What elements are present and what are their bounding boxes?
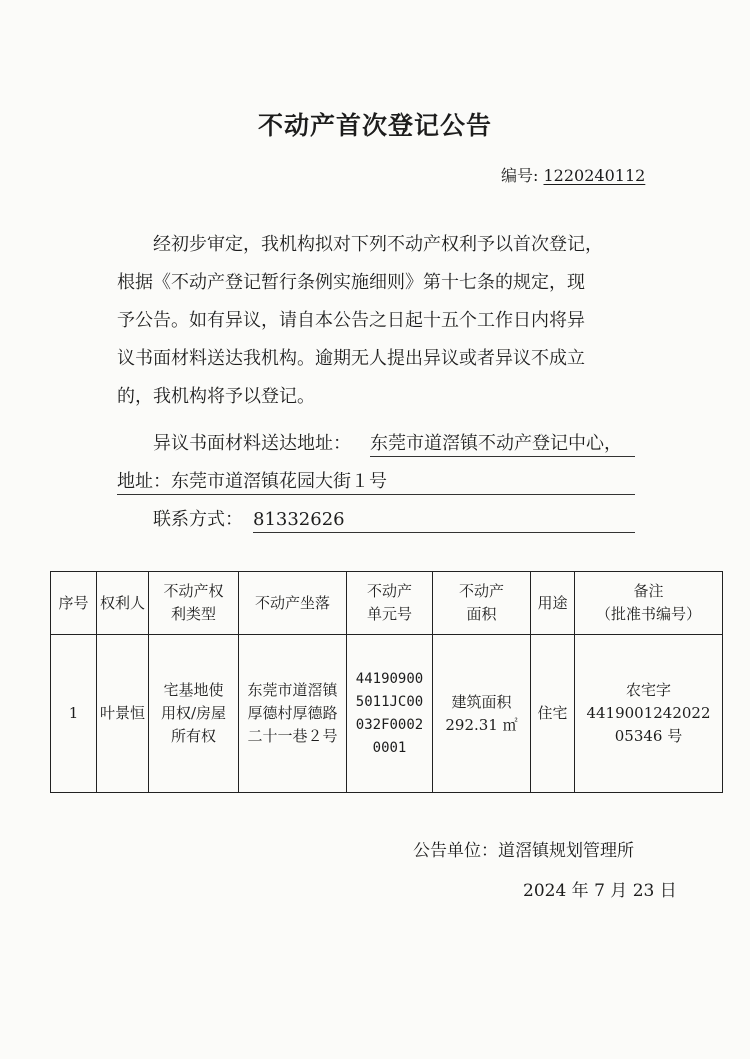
header-remark: 备注 （批准书编号）	[575, 572, 723, 635]
header-usage: 用途	[531, 572, 575, 635]
table-header-row	[51, 572, 723, 635]
issuing-unit: 公告单位：道滘镇规划管理所	[413, 841, 634, 861]
objection-address-label: 异议书面材料送达地址：	[153, 433, 351, 454]
document-number-label: 编号:	[501, 166, 539, 185]
cell-right-type: 宅基地使 用权/房屋 所有权	[149, 635, 239, 793]
header-area: 不动产 面积	[433, 572, 531, 635]
body-line: 经初步审定，我机构拟对下列不动产权利予以首次登记，	[153, 234, 603, 255]
objection-street-address: 地址：东莞市道滘镇花园大街１号	[117, 471, 387, 492]
issue-date: 2024 年 7 月 23 日	[523, 881, 677, 901]
contact-phone: 81332626	[253, 509, 345, 530]
header-unit-no: 不动产 单元号	[347, 572, 433, 635]
cell-owner: 叶景恒	[97, 635, 149, 793]
header-owner: 权利人	[97, 572, 149, 635]
underline	[253, 532, 635, 533]
cell-usage: 住宅	[531, 635, 575, 793]
notice-title: 不动产首次登记公告	[257, 111, 492, 140]
cell-unit-no: 44190900 5011JC00 032F0002 0001	[347, 635, 433, 793]
document-number	[501, 163, 645, 186]
header-right-type: 不动产权 利类型	[149, 572, 239, 635]
header-location: 不动产坐落	[239, 572, 347, 635]
registration-table	[50, 571, 723, 793]
body-line: 的，我机构将予以登记。	[117, 386, 315, 407]
document-number-value: 1220240112	[543, 166, 646, 185]
body-line: 予公告。如有异议，请自本公告之日起十五个工作日内将异	[117, 310, 585, 331]
underline	[117, 494, 635, 495]
underline	[370, 456, 635, 457]
body-line: 根据《不动产登记暂行条例实施细则》第十七条的规定，现	[117, 272, 585, 293]
header-seq: 序号	[51, 572, 97, 635]
body-line: 议书面材料送达我机构。逾期无人提出异议或者异议不成立	[117, 348, 585, 369]
cell-remark: 农宅字 4419001242022 05346 号	[575, 635, 723, 793]
cell-location: 东莞市道滘镇 厚德村厚德路 二十一巷２号	[239, 635, 347, 793]
cell-seq: 1	[51, 635, 97, 793]
table-row	[51, 635, 723, 793]
cell-area: 建筑面积 292.31 ㎡	[433, 635, 531, 793]
contact-label: 联系方式：	[153, 509, 243, 530]
objection-address-value: 东莞市道滘镇不动产登记中心，	[370, 433, 622, 454]
